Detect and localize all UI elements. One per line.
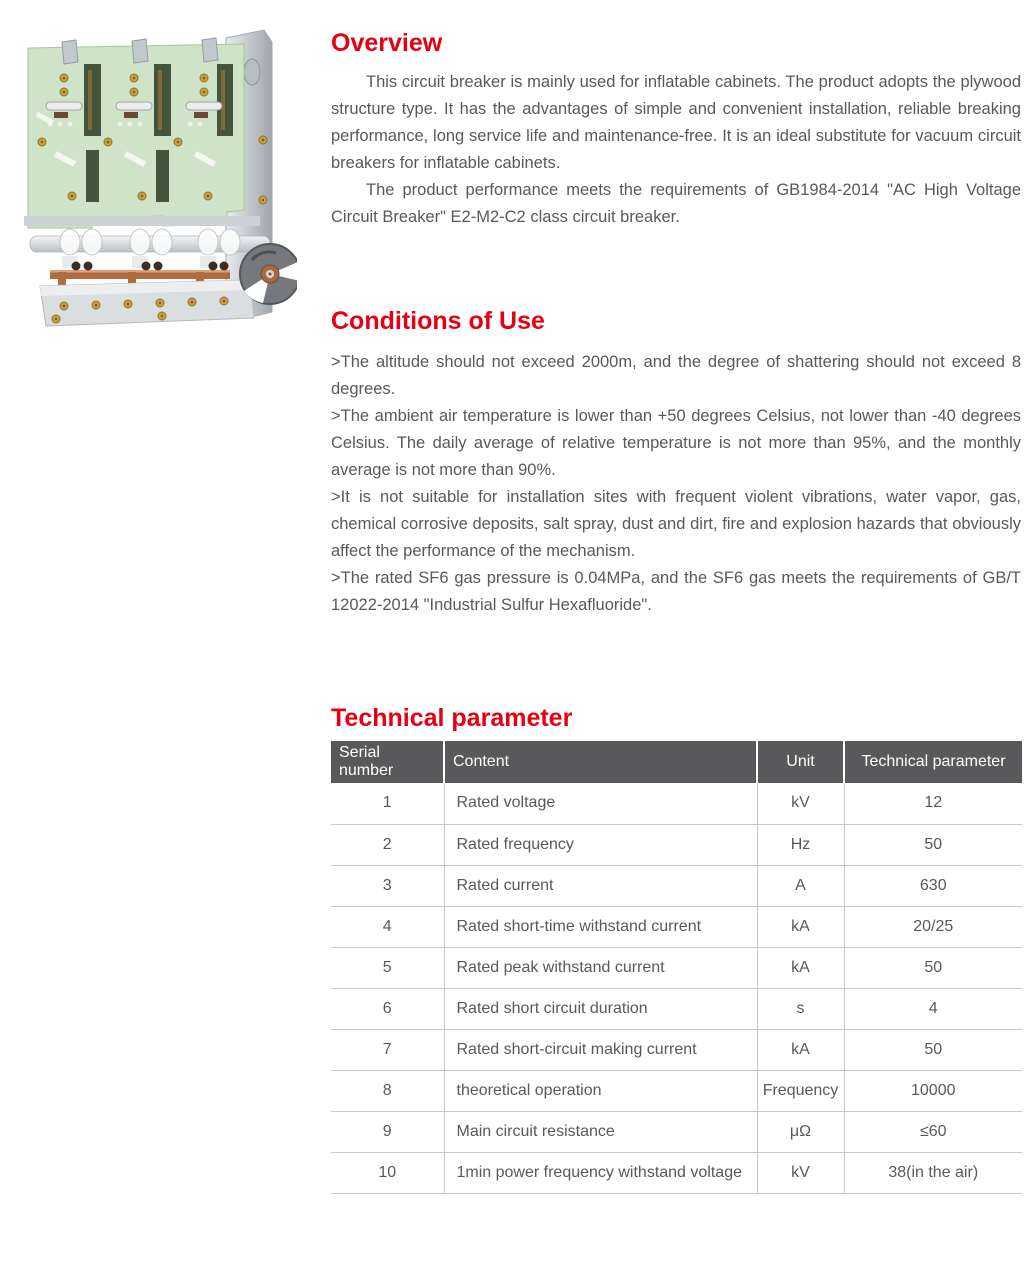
unit-cell: Hz <box>757 824 844 865</box>
table-row <box>331 824 1022 865</box>
condition-item: >It is not suitable for installation sites with frequent violent vibrations, water vapor, gas, chemical corrosive deposits, salt spray, dust and dirt, fire and explosion hazards that obviously affect the performance of the mechanism. <box>331 488 1021 560</box>
serial-cell: 1 <box>331 783 444 824</box>
unit-cell: kA <box>757 1029 844 1070</box>
content-cell: Rated peak withstand current <box>444 947 757 988</box>
content-cell: theoretical operation <box>444 1070 757 1111</box>
condition-item: >The rated SF6 gas pressure is 0.04MPa, and the SF6 gas meets the requirements of GB/T 12022-2014 "Industrial Sulfur Hexafluoride". <box>331 569 1021 614</box>
value-cell: 12 <box>844 783 1022 824</box>
value-cell: 50 <box>844 1029 1022 1070</box>
conditions-text <box>331 349 1021 619</box>
content-cell: Main circuit resistance <box>444 1111 757 1152</box>
unit-cell: kA <box>757 906 844 947</box>
value-cell: ≤60 <box>844 1111 1022 1152</box>
technical-parameter-heading: Technical parameter <box>331 704 573 732</box>
circuit-breaker-illustration <box>12 20 297 335</box>
condition-item: >The altitude should not exceed 2000m, and the degree of shattering should not exceed 8 degrees. <box>331 353 1021 398</box>
content-cell: 1min power frequency withstand voltage <box>444 1152 757 1193</box>
table-row <box>331 1029 1022 1070</box>
unit-cell: kV <box>757 1152 844 1193</box>
serial-cell: 10 <box>331 1152 444 1193</box>
serial-cell: 8 <box>331 1070 444 1111</box>
serial-cell: 4 <box>331 906 444 947</box>
table-row <box>331 1070 1022 1111</box>
overview-heading: Overview <box>331 29 443 57</box>
unit-cell: μΩ <box>757 1111 844 1152</box>
table-row <box>331 1111 1022 1152</box>
conditions-heading: Conditions of Use <box>331 307 545 335</box>
value-cell: 38(in the air) <box>844 1152 1022 1193</box>
value-cell: 630 <box>844 865 1022 906</box>
serial-cell: 9 <box>331 1111 444 1152</box>
unit-cell: A <box>757 865 844 906</box>
content-cell: Rated short-circuit making current <box>444 1029 757 1070</box>
header-unit: Unit <box>757 741 844 783</box>
unit-cell: s <box>757 988 844 1029</box>
value-cell: 4 <box>844 988 1022 1029</box>
header-technical-parameter: Technical parameter <box>844 741 1022 783</box>
content-cell: Rated current <box>444 865 757 906</box>
content-column <box>331 0 1021 1194</box>
table-row <box>331 947 1022 988</box>
table-header-row <box>331 741 1022 783</box>
serial-cell: 7 <box>331 1029 444 1070</box>
product-image <box>12 20 297 335</box>
table-row <box>331 906 1022 947</box>
header-serial-number: Serial number <box>331 741 444 783</box>
value-cell: 50 <box>844 824 1022 865</box>
serial-cell: 6 <box>331 988 444 1029</box>
table-row <box>331 1152 1022 1193</box>
header-content: Content <box>444 741 757 783</box>
unit-cell: kV <box>757 783 844 824</box>
value-cell: 10000 <box>844 1070 1022 1111</box>
table-row <box>331 865 1022 906</box>
technical-parameter-table <box>331 741 1022 1194</box>
overview-paragraph: The product performance meets the requirements of GB1984-2014 "AC High Voltage Circuit Breaker" E2-M2-C2 class circuit breaker. <box>331 181 1021 226</box>
value-cell: 20/25 <box>844 906 1022 947</box>
content-cell: Rated short circuit duration <box>444 988 757 1029</box>
serial-cell: 2 <box>331 824 444 865</box>
content-cell: Rated voltage <box>444 783 757 824</box>
unit-cell: Frequency <box>757 1070 844 1111</box>
table-row <box>331 783 1022 824</box>
content-cell: Rated short-time withstand current <box>444 906 757 947</box>
content-cell: Rated frequency <box>444 824 757 865</box>
condition-item: >The ambient air temperature is lower than +50 degrees Celsius, not lower than -40 degrees Celsius. The daily average of relative temperature is not more than 95%, and the monthly average is not more than 90%. <box>331 407 1021 479</box>
serial-cell: 3 <box>331 865 444 906</box>
serial-cell: 5 <box>331 947 444 988</box>
overview-text <box>331 69 1021 231</box>
table-row <box>331 988 1022 1029</box>
value-cell: 50 <box>844 947 1022 988</box>
unit-cell: kA <box>757 947 844 988</box>
overview-paragraph: This circuit breaker is mainly used for inflatable cabinets. The product adopts the plywood structure type. It has the advantages of simple and convenient installation, reliable breaking performance, long service life and maintenance-free. It is an ideal substitute for vacuum circuit breakers for inflatable cabinets. <box>331 73 1021 172</box>
